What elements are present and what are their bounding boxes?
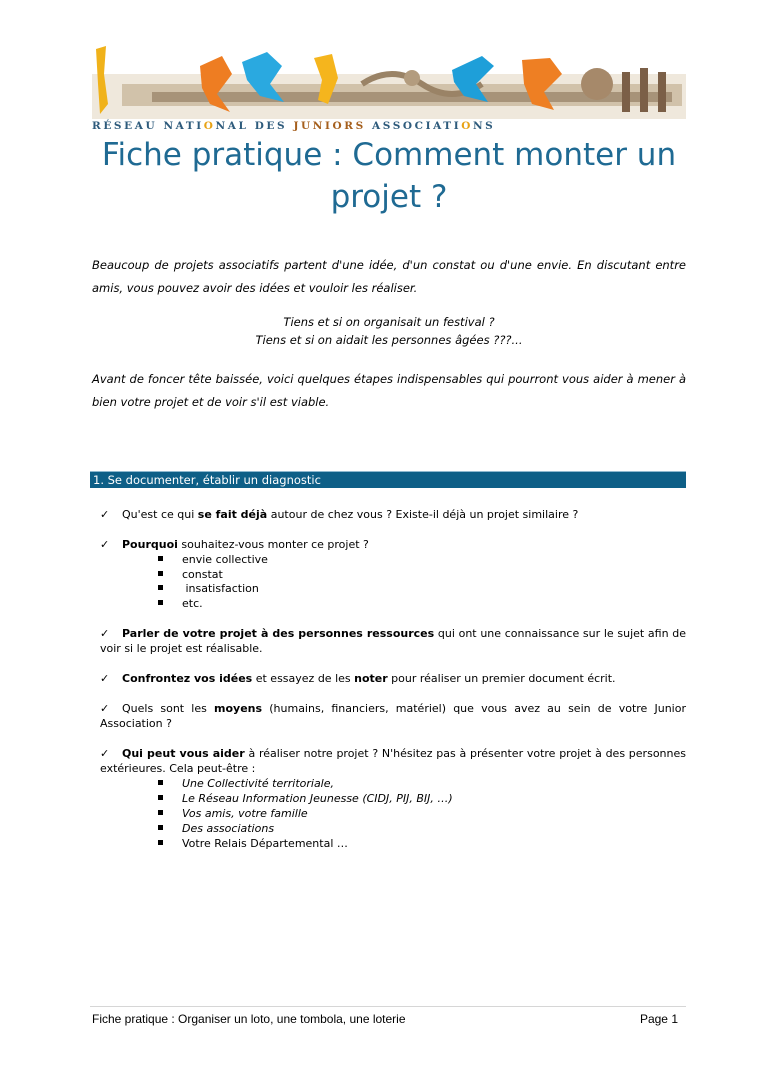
square-bullet-icon [158, 825, 163, 830]
square-bullet-icon [158, 810, 163, 815]
sub-list-item: etc. [158, 596, 203, 611]
quote-line: Tiens et si on aidait les personnes âgées ???... [255, 333, 523, 347]
section-heading: 1. Se documenter, établir un diagnostic [93, 473, 321, 487]
square-bullet-icon [158, 571, 163, 576]
checkmark-icon: ✓ [100, 538, 110, 551]
list-item: ✓ Qu'est ce qui se fait déjà autour de chez vous ? Existe-il déjà un projet similaire ? [100, 508, 579, 521]
checkmark-icon: ✓ [100, 747, 110, 760]
sub-list-item: Vos amis, votre famille [158, 806, 308, 821]
checkmark-icon: ✓ [100, 672, 110, 685]
list-item: ✓ Quels sont les moyens (humains, financiers, matériel) que vous avez au sein de votre Junior Association ? [100, 702, 686, 730]
sub-list-item: envie collective [158, 552, 268, 567]
page-title: Fiche pratique : Comment monter un projet ? [101, 137, 677, 215]
sub-list-item: insatisfaction [158, 581, 259, 596]
organization-name: RÉSEAU NATIONAL DES JUNIORS ASSOCIATIONS [92, 120, 496, 132]
checkmark-icon: ✓ [100, 508, 110, 521]
sub-list-item: Une Collectivité territoriale, [158, 776, 334, 791]
page-number: Page 1 [639, 1012, 678, 1026]
quote-line: Tiens et si on organisait un festival ? [283, 315, 495, 329]
sub-list-item: Votre Relais Départemental … [158, 836, 348, 851]
footer-title: Fiche pratique : Organiser un loto, une tombola, une loterie [92, 1012, 406, 1026]
checkmark-icon: ✓ [100, 627, 110, 640]
list-item: ✓ Parler de votre projet à des personnes ressources qui ont une connaissance sur le sujet afin de voir si le projet est réalisable. [100, 627, 686, 655]
sub-list-item: constat [158, 567, 223, 582]
square-bullet-icon [158, 600, 163, 605]
list-item: ✓ Pourquoi souhaitez-vous monter ce projet ? [100, 538, 369, 551]
square-bullet-icon [158, 556, 163, 561]
sub-list-item: Des associations [158, 821, 274, 836]
intro-paragraph: Beaucoup de projets associatifs partent d'une idée, d'un constat ou d'une envie. En discutant entre amis, vous pouvez avoir des idées et vouloir les réaliser. [92, 258, 686, 295]
section-heading-bar [90, 471, 686, 488]
checkmark-icon: ✓ [100, 702, 110, 715]
sub-list-item: Le Réseau Information Jeunesse (CIDJ, PIJ, BIJ, …) [158, 791, 453, 806]
list-item: ✓ Qui peut vous aider à réaliser notre projet ? N'hésitez pas à présenter votre projet à des personnes extérieures. Cela peut-être : [100, 747, 686, 775]
square-bullet-icon [158, 780, 163, 785]
square-bullet-icon [158, 585, 163, 590]
square-bullet-icon [158, 795, 163, 800]
square-bullet-icon [158, 840, 163, 845]
footer-divider [90, 1006, 686, 1007]
list-item: ✓ Confrontez vos idées et essayez de les noter pour réaliser un premier document écrit. [100, 672, 616, 685]
intro-paragraph: Avant de foncer tête baissée, voici quelques étapes indispensables qui pourront vous aider à mener à bien votre projet et de voir s'il est viable. [92, 372, 686, 409]
header-banner [92, 44, 686, 134]
banner-illustration [92, 44, 686, 124]
